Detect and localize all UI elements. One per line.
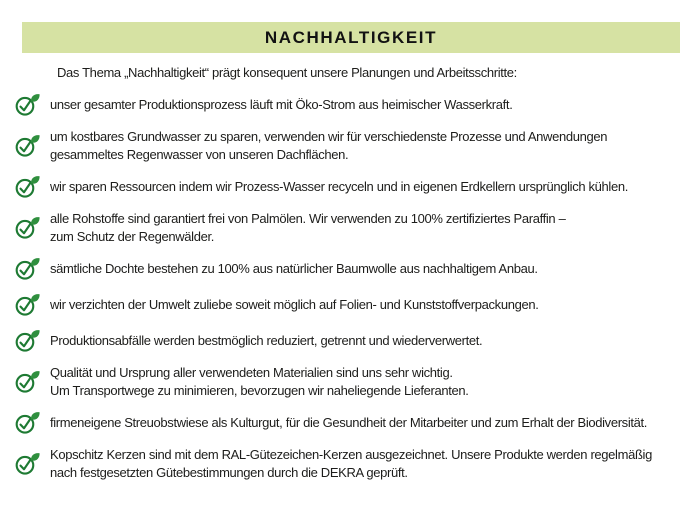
list-item-text (50, 128, 607, 164)
list-item-text (50, 364, 469, 400)
list-item-line: nach festgesetzten Gütebestimmungen durch die DEKRA geprüft. (50, 465, 408, 480)
intro-text: Das Thema „Nachhaltigkeit“ prägt konsequent unsere Planungen und Arbeitsschritte: (57, 65, 517, 80)
leaf-check-icon (14, 215, 40, 241)
list-item (14, 328, 652, 354)
list-item (14, 174, 652, 200)
list-item-line: wir verzichten der Umwelt zuliebe soweit möglich auf Folien- und Kunststoffverpackungen. (50, 297, 539, 312)
list-item-text (50, 414, 647, 432)
leaf-check-icon (14, 174, 40, 200)
list-item (14, 410, 652, 436)
list-item (14, 364, 652, 400)
list-item-text (50, 446, 652, 482)
list-item (14, 292, 652, 318)
list-item-text (50, 296, 539, 314)
list-item-line: zum Schutz der Regenwälder. (50, 229, 214, 244)
list-item (14, 92, 652, 118)
list-item-line: firmeneigene Streuobstwiese als Kulturgut, für die Gesundheit der Mitarbeiter und zum Erhalt der Biodiversität. (50, 415, 648, 430)
list-item-line: gesammeltes Regenwasser von unseren Dachflächen. (50, 147, 349, 162)
list-item-text (50, 210, 565, 246)
list-item (14, 210, 652, 246)
list-item-text (50, 332, 482, 350)
list-item-line: Um Transportwege zu minimieren, bevorzugen wir naheliegende Lieferanten. (50, 383, 469, 398)
list-item-line: um kostbares Grundwasser zu sparen, verwenden wir für verschiedenste Prozesse und Anwendungen (50, 129, 608, 144)
leaf-check-icon (14, 256, 40, 282)
leaf-check-icon (14, 328, 40, 354)
leaf-check-icon (14, 369, 40, 395)
list-item-line: unser gesamter Produktionsprozess läuft mit Öko-Strom aus heimischer Wasserkraft. (50, 97, 513, 112)
leaf-check-icon (14, 133, 40, 159)
list-item-line: sämtliche Dochte bestehen zu 100% aus natürlicher Baumwolle aus nachhaltigem Anbau. (50, 261, 538, 276)
list-item-line: Qualität und Ursprung aller verwendeten Materialien sind uns sehr wichtig. (50, 365, 453, 380)
list-item-text (50, 178, 628, 196)
list-item (14, 256, 652, 282)
list-item-text (50, 260, 538, 278)
list-item-text (50, 96, 512, 114)
list-item-line: Produktionsabfälle werden bestmöglich reduziert, getrennt und wiederverwertet. (50, 333, 483, 348)
list-item-line: Kopschitz Kerzen sind mit dem RAL-Gütezeichen-Kerzen ausgezeichnet. Unsere Produkte werden regelmäßig (50, 447, 652, 462)
page-title: NACHHALTIGKEIT (264, 27, 438, 47)
list-item-line: wir sparen Ressourcen indem wir Prozess-Wasser recyceln und in eigenen Erdkellern ursprünglich kühlen. (50, 179, 628, 194)
sustainability-list (14, 92, 652, 482)
header-bar (22, 22, 680, 53)
leaf-check-icon (14, 451, 40, 477)
list-item-line: alle Rohstoffe sind garantiert frei von Palmölen. Wir verwenden zu 100% zertifiziertes Paraffin – (50, 211, 566, 226)
leaf-check-icon (14, 410, 40, 436)
list-item (14, 128, 652, 164)
leaf-check-icon (14, 292, 40, 318)
list-item (14, 446, 652, 482)
leaf-check-icon (14, 92, 40, 118)
